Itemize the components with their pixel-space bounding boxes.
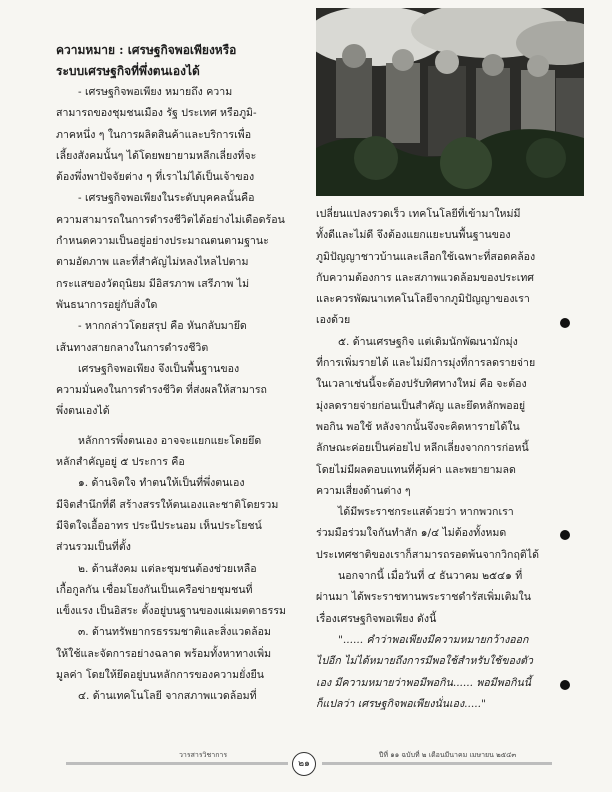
page-number: ๒๑ (292, 752, 316, 776)
text-line: กำหนดความเป็นอยู่อย่างประมาณตนตามฐานะ (56, 235, 269, 248)
text-line: เปลี่ยนแปลงรวดเร็ว เทคโนโลยีที่เข้ามาใหม่มี (316, 208, 521, 220)
text-line: กับความต้องการ และสภาพแวดล้อมของประเทศ (316, 271, 535, 284)
text-line: แข็งแรง เป็นอิสระ ตั้งอยู่บนฐานของแผ่เมตตาธรรม (56, 605, 287, 618)
binder-hole-icon (560, 680, 570, 690)
section-heading: ความหมาย : เศรษฐกิจพอเพียงหรือ (56, 43, 237, 57)
text-line: ๔. ด้านเทคโนโลยี จากสภาพแวดล้อมที่ (78, 690, 257, 703)
text-line: ร่วมมือร่วมใจกันทำสัก ๑/๔ ไม่ต้องทั้งหมด (316, 527, 507, 540)
left-text-column (56, 40, 306, 708)
text-line: โดยไม่มีผลตอบแทนที่คุ้มค่า และพยายามลด (316, 463, 516, 476)
text-line: นอกจากนี้ เมื่อวันที่ ๔ ธันวาคม ๒๕๔๑ ที่ (338, 570, 523, 583)
section-heading: ระบบเศรษฐกิจที่พึ่งตนเองได้ (56, 64, 200, 78)
text-line: ความสามารถในการดำรงชีวิตได้อย่างไม่เดือดร้อน (56, 213, 285, 226)
text-line: หลักการพึ่งตนเอง อาจจะแยกแยะโดยยึด (78, 434, 262, 447)
issue-info: ปีที่ ๑๑ ฉบับที่ ๒ เดือนมีนาคม เมษายน ๒๕๔๓ (376, 750, 519, 761)
text-line: ลักษณะค่อยเป็นค่อยไป หลีกเลี่ยงจากการก่อหนี้ (316, 442, 529, 455)
text-line: พอกิน พอใช้ หลังจากนั้นจึงจะคิดหารายได้ใน (316, 420, 520, 433)
text-line: ได้มีพระราชกระแสด้วยว่า หากพวกเรา (338, 506, 514, 519)
text-line: มูลค่า โดยให้ยึดอยู่บนหลักการของความยั่งยืน (56, 669, 264, 682)
text-line: เศรษฐกิจพอเพียง จึงเป็นพื้นฐานของ (78, 362, 240, 375)
paragraph-gap (56, 423, 306, 431)
text-line: ประเทศชาติของเราก็สามารถรอดพ้นจากวิกฤติได้ (316, 548, 539, 561)
text-line: มีจิตสำนึกที่ดี สร้างสรรให้ตนเองและชาติโดยรวม (56, 498, 279, 511)
text-line: มีจิตใจเอื้ออาทร ประนีประนอม เห็นประโยชน์ (56, 519, 262, 532)
text-line: ภาคหนึ่ง ๆ ในการผลิตสินค้าและบริการเพื่อ (56, 128, 252, 141)
text-line: พันธนาการอยู่กับสิ่งใด (56, 298, 158, 311)
page-footer (56, 752, 556, 774)
text-line: ที่การเพิ่มรายได้ และไม่มีการมุ่งที่การลดรายจ่าย (316, 357, 536, 370)
text-line: เกื้อกูลกัน เชื่อมโยงกันเป็นเครือข่ายชุมชนที่ (56, 583, 253, 596)
text-line: หลักสำคัญอยู่ ๕ ประการ คือ (56, 456, 185, 469)
text-line: ให้ใช้และจัดการอย่างฉลาด พร้อมทั้งหาทางเพิ่ม (56, 647, 272, 660)
text-line: ความมั่นคงในการดำรงชีวิต ที่ส่งผลให้สามารถ (56, 384, 267, 397)
text-line: พึ่งตนเองได้ (56, 405, 110, 418)
text-line: มุ่งลดรายจ่ายก่อนเป็นสำคัญ และยึดหลักพออยู่ (316, 399, 526, 412)
text-line: ๒. ด้านสังคม แต่ละชุมชนต้องช่วยเหลือ (78, 562, 257, 575)
text-line: ทั้งดีและไม่ดี จึงต้องแยกแยะบนพื้นฐานของ (316, 229, 511, 242)
text-line: ส่วนรวมเป็นที่ตั้ง (56, 541, 131, 554)
text-line: ๑. ด้านจิตใจ ทำตนให้เป็นที่พึ่งตนเอง (78, 477, 245, 490)
text-line: - เศรษฐกิจพอเพียง หมายถึง ความ (78, 86, 233, 98)
text-line: ต้องพึ่งพาปัจจัยต่าง ๆ ที่เราไม่ได้เป็นเจ้าของ (56, 171, 255, 184)
text-line: ผ่านมา ได้พระราชทานพระราชดำรัสเพิ่มเติมใน (316, 591, 531, 604)
text-line: เองด้วย (316, 314, 351, 327)
text-line: - เศรษฐกิจพอเพียงในระดับบุคคลนั้นคือ (78, 192, 255, 205)
text-line: เส้นทางสายกลางในการดำรงชีวิต (56, 341, 209, 354)
photo-crowd-umbrellas-icon (316, 8, 584, 196)
text-line: เรื่องเศรษฐกิจพอเพียง ดังนี้ (316, 612, 437, 625)
text-line: และควรพัฒนาเทคโนโลยีจากภูมิปัญญาของเรา (316, 293, 530, 306)
text-line: ๓. ด้านทรัพยากรธรรมชาติและสิ่งแวดล้อม (78, 626, 271, 639)
text-line: ตามอัตภาพ และที่สำคัญไม่หลงไหลไปตาม (56, 256, 249, 269)
text-line: ไปอีก ไม่ได้หมายถึงการมีพอใช้สำหรับใช้ของตัว (316, 655, 533, 668)
text-line: ในเวลาเช่นนี้จะต้องปรับทิศทางใหม่ คือ จะต้อง (316, 378, 527, 391)
footer-rule-right (322, 762, 552, 765)
text-line: - หากกล่าวโดยสรุป คือ หันกลับมายึด (78, 320, 247, 333)
binder-hole-icon (560, 530, 570, 540)
magazine-name: วารสารวิชาการ (176, 750, 230, 761)
text-line: เลี้ยงสังคมนั้นๆ ได้โดยพยายามหลีกเลี่ยงที่จะ (56, 149, 257, 162)
right-text-column (316, 204, 556, 715)
text-line: ภูมิปัญญาชาวบ้านและเลือกใช้เฉพาะที่สอดคล้อง (316, 250, 536, 263)
text-line: สามารถของชุมชนเมือง รัฐ ประเทศ หรือภูมิ- (56, 107, 257, 120)
text-line: ๕. ด้านเศรษฐกิจ แต่เดิมนักพัฒนามักมุ่ง (338, 335, 518, 348)
text-line: ความเสี่ยงด้านต่าง ๆ (316, 484, 411, 497)
text-line: เอง มีความหมายว่าพอมีพอกิน...... พอมีพอกินนี้ (316, 676, 531, 689)
text-line: "...... คำว่าพอเพียงมีความหมายกว้างออก (338, 633, 529, 646)
footer-rule-left (66, 762, 288, 765)
text-line: ก็แปลว่า เศรษฐกิจพอเพียงนั่นเอง....." (316, 697, 486, 710)
binder-hole-icon (560, 318, 570, 328)
crowd-photo (316, 8, 584, 196)
text-line: กระแสของวัตถุนิยม มีอิสรภาพ เสรีภาพ ไม่ (56, 277, 250, 290)
